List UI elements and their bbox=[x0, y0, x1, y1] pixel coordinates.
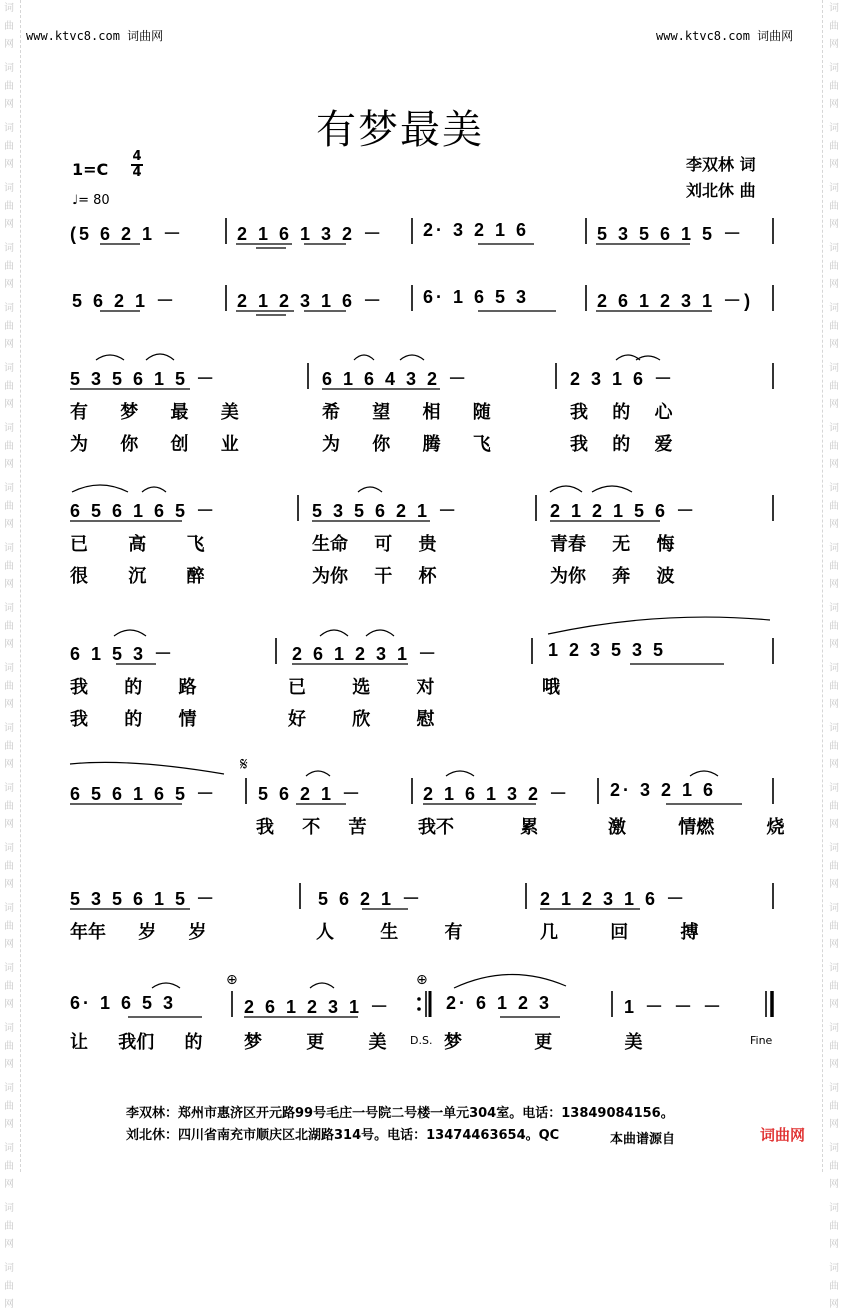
lyric-4-2a: 很 沉 醉 bbox=[70, 566, 205, 587]
side-watermark: 词 曲 网 bbox=[829, 3, 839, 50]
side-watermark: 词 曲 网 bbox=[829, 783, 839, 830]
lyric-4-1b: 生命 可 贵 bbox=[312, 534, 437, 555]
staff-8-m4: 1 － － － bbox=[624, 997, 725, 1017]
staff-4-m1: 6 5 6 1 6 5 － bbox=[70, 501, 218, 521]
side-watermark: 词 曲 网 bbox=[829, 123, 839, 170]
coda-icon-2: ⊕ bbox=[416, 972, 428, 988]
side-watermark: 词 曲 网 bbox=[4, 183, 14, 230]
side-watermark: 词 曲 网 bbox=[829, 663, 839, 710]
side-watermark: 词 曲 网 bbox=[4, 123, 14, 170]
side-watermark: 词 曲 网 bbox=[4, 723, 14, 770]
staff-7-m1: 5 3 5 6 1 5 － bbox=[70, 889, 218, 909]
time-top: 4 bbox=[132, 149, 142, 164]
side-watermark: 词 曲 网 bbox=[829, 843, 839, 890]
staff-6-m3: 2 1 6 1 3 2 － bbox=[423, 784, 571, 804]
side-watermark: 词 曲 网 bbox=[4, 1023, 14, 1070]
side-watermark: 词 曲 网 bbox=[829, 363, 839, 410]
slurs bbox=[70, 354, 770, 988]
song-title: 有梦最美 bbox=[316, 107, 484, 153]
lyric-8-1a: 让 我们 的 bbox=[70, 1032, 203, 1053]
footer-line-2: 刘北休：四川省南充市顺庆区北湖路314号。电话：13474463654。QC bbox=[126, 1128, 560, 1143]
side-watermark: 词 曲 网 bbox=[829, 543, 839, 590]
side-watermark: 词 曲 网 bbox=[4, 363, 14, 410]
side-watermark: 词 曲 网 bbox=[4, 663, 14, 710]
time-bottom: 4 bbox=[132, 165, 142, 180]
staff-2-m4: 2 6 1 2 3 1 －) bbox=[597, 291, 754, 311]
staff-1-m2: 2 1 6 1 3 2 － bbox=[237, 224, 385, 244]
lyric-5-1c: 哦 bbox=[542, 677, 560, 698]
lyric-7-1a: 年年 岁 岁 bbox=[70, 922, 207, 943]
staff-1-m4: 5 3 5 6 1 5 － bbox=[597, 224, 745, 244]
side-watermark: 词 曲 网 bbox=[4, 543, 14, 590]
staff-6-m4: 2· 3 2 1 6 bbox=[610, 780, 717, 800]
segno-icon: 𝄋 bbox=[240, 754, 248, 775]
staff-1-m1: (5 6 2 1 － bbox=[70, 224, 185, 244]
staff-2-m2: 2 1 2 3 1 6 － bbox=[237, 291, 385, 311]
lyric-8-1b: 梦 更 美 bbox=[244, 1032, 387, 1053]
lyricist: 李双林 词 bbox=[686, 155, 756, 174]
staff-5-m1: 6 1 5 3 － bbox=[70, 644, 176, 664]
lyric-5-2a: 我 的 情 bbox=[70, 709, 197, 730]
staff-3-m2: 6 1 6 4 3 2 － bbox=[322, 369, 470, 389]
repeat-dots bbox=[417, 997, 421, 1011]
lyric-4-2b: 为你 干 杯 bbox=[312, 566, 437, 587]
lyric-6-1c: 我不 累 bbox=[418, 817, 539, 838]
staff-4-m2: 5 3 5 6 2 1 － bbox=[312, 501, 460, 521]
side-watermark: 词 曲 网 bbox=[4, 3, 14, 50]
staff-3-m3: 2 3 1 6 － bbox=[570, 369, 676, 389]
staff-2-m3: 6· 1 6 5 3 bbox=[423, 287, 530, 307]
side-watermark: 词 曲 网 bbox=[4, 1143, 14, 1190]
side-watermark: 词 曲 网 bbox=[4, 1203, 14, 1250]
side-watermark: 词 曲 网 bbox=[4, 1263, 14, 1310]
side-watermark: 词 曲 网 bbox=[829, 243, 839, 290]
tempo-marking: ♩= 80 bbox=[72, 193, 110, 208]
lyric-3-2b: 为 你 腾 飞 bbox=[322, 434, 491, 455]
url-left: www.ktvc8.com 词曲网 bbox=[26, 29, 164, 43]
staff-5-m2: 2 6 1 2 3 1 － bbox=[292, 644, 440, 664]
side-watermark: 词 曲 网 bbox=[829, 1203, 839, 1250]
side-watermark: 词 曲 网 bbox=[829, 63, 839, 110]
fine-marking: Fine bbox=[750, 1034, 773, 1047]
footer-source: 本曲谱源自 bbox=[610, 1132, 676, 1147]
side-watermark: 词 曲 网 bbox=[4, 603, 14, 650]
side-watermark: 词 曲 网 bbox=[829, 963, 839, 1010]
side-watermark: 词 曲 网 bbox=[4, 903, 14, 950]
side-watermark: 词 曲 网 bbox=[4, 63, 14, 110]
lyric-4-1c: 青春 无 悔 bbox=[550, 534, 675, 555]
side-watermark: 词 曲 网 bbox=[4, 843, 14, 890]
lyric-3-1c: 我 的 心 bbox=[570, 402, 673, 423]
side-watermark: 词 曲 网 bbox=[829, 1023, 839, 1070]
lyric-3-1a: 有 梦 最 美 bbox=[70, 402, 239, 423]
staff-2-m1: 5 6 2 1 － bbox=[72, 291, 178, 311]
side-watermark: 词 曲 网 bbox=[829, 423, 839, 470]
lyric-6-1b: 我 不 苦 bbox=[256, 817, 367, 838]
side-watermark: 词 曲 网 bbox=[4, 303, 14, 350]
staff-5-m3: 1 2 3 5 3 5 bbox=[548, 640, 667, 660]
lyric-5-1b: 已 选 对 bbox=[288, 677, 435, 698]
side-watermark: 词 曲 网 bbox=[829, 1263, 839, 1310]
staff-1-m3: 2· 3 2 1 6 bbox=[423, 220, 530, 240]
lyric-5-1a: 我 的 路 bbox=[70, 677, 197, 698]
staff-7-m3: 2 1 2 3 1 6 － bbox=[540, 889, 688, 909]
footer-line-1: 李双林：郑州市惠济区开元路99号毛庄一号院二号楼一单元304室。电话：13849084156。 bbox=[126, 1106, 674, 1121]
staff-6-m2: 5 6 2 1 － bbox=[258, 784, 364, 804]
url-right: www.ktvc8.com 词曲网 bbox=[656, 29, 794, 43]
side-watermark: 词 曲 网 bbox=[4, 423, 14, 470]
coda-icon: ⊕ bbox=[226, 972, 238, 988]
staff-8-m2: 2 6 1 2 3 1 － bbox=[244, 997, 392, 1017]
lyric-7-1b: 人 生 有 bbox=[316, 922, 463, 943]
side-watermark: 词 曲 网 bbox=[829, 303, 839, 350]
staff-8-m3: 2· 6 1 2 3 bbox=[446, 993, 553, 1013]
side-watermark: 词 曲 网 bbox=[829, 903, 839, 950]
side-watermark: 词 曲 网 bbox=[829, 1143, 839, 1190]
beam-underlines bbox=[70, 244, 742, 1017]
side-watermark: 词 曲 网 bbox=[4, 963, 14, 1010]
side-watermark: 词 曲 网 bbox=[4, 483, 14, 530]
side-watermark: 词 曲 网 bbox=[4, 783, 14, 830]
quarter-note-icon: ♩ bbox=[72, 193, 79, 208]
lyric-7-1c: 几 回 搏 bbox=[540, 922, 699, 943]
lyric-3-1b: 希 望 相 随 bbox=[322, 402, 491, 423]
footer-brand: 词曲网 bbox=[760, 1126, 806, 1144]
side-watermark: 词 曲 网 bbox=[4, 243, 14, 290]
side-watermark: 词 曲 网 bbox=[829, 723, 839, 770]
lyric-8-1c: 梦 更 美 bbox=[444, 1032, 643, 1053]
lyric-3-2c: 我 的 爱 bbox=[570, 434, 673, 455]
ds-marking: D.S. bbox=[410, 1034, 433, 1047]
staff-3-m1: 5 3 5 6 1 5 － bbox=[70, 369, 218, 389]
lyric-3-2a: 为 你 创 业 bbox=[70, 434, 239, 455]
key-signature: 1=C bbox=[72, 160, 109, 179]
staff-4-m3: 2 1 2 1 5 6 － bbox=[550, 501, 698, 521]
side-watermark: 词 曲 网 bbox=[829, 183, 839, 230]
side-watermark: 词 曲 网 bbox=[829, 603, 839, 650]
lyric-4-2c: 为你 奔 波 bbox=[550, 566, 675, 587]
lyric-6-1d: 激 情燃 烧 bbox=[608, 817, 785, 838]
lyric-5-2b: 好 欣 慰 bbox=[288, 709, 435, 730]
staff-7-m2: 5 6 2 1 － bbox=[318, 889, 424, 909]
side-watermark: 词 曲 网 bbox=[829, 1083, 839, 1130]
staff-8-m1: 6· 1 6 5 3 bbox=[70, 993, 177, 1013]
staff-6-m1: 6 5 6 1 6 5 － bbox=[70, 784, 218, 804]
composer: 刘北休 曲 bbox=[686, 181, 756, 200]
side-watermark: 词 曲 网 bbox=[829, 483, 839, 530]
lyric-4-1a: 已 高 飞 bbox=[70, 534, 205, 555]
side-watermark: 词 曲 网 bbox=[4, 1083, 14, 1130]
